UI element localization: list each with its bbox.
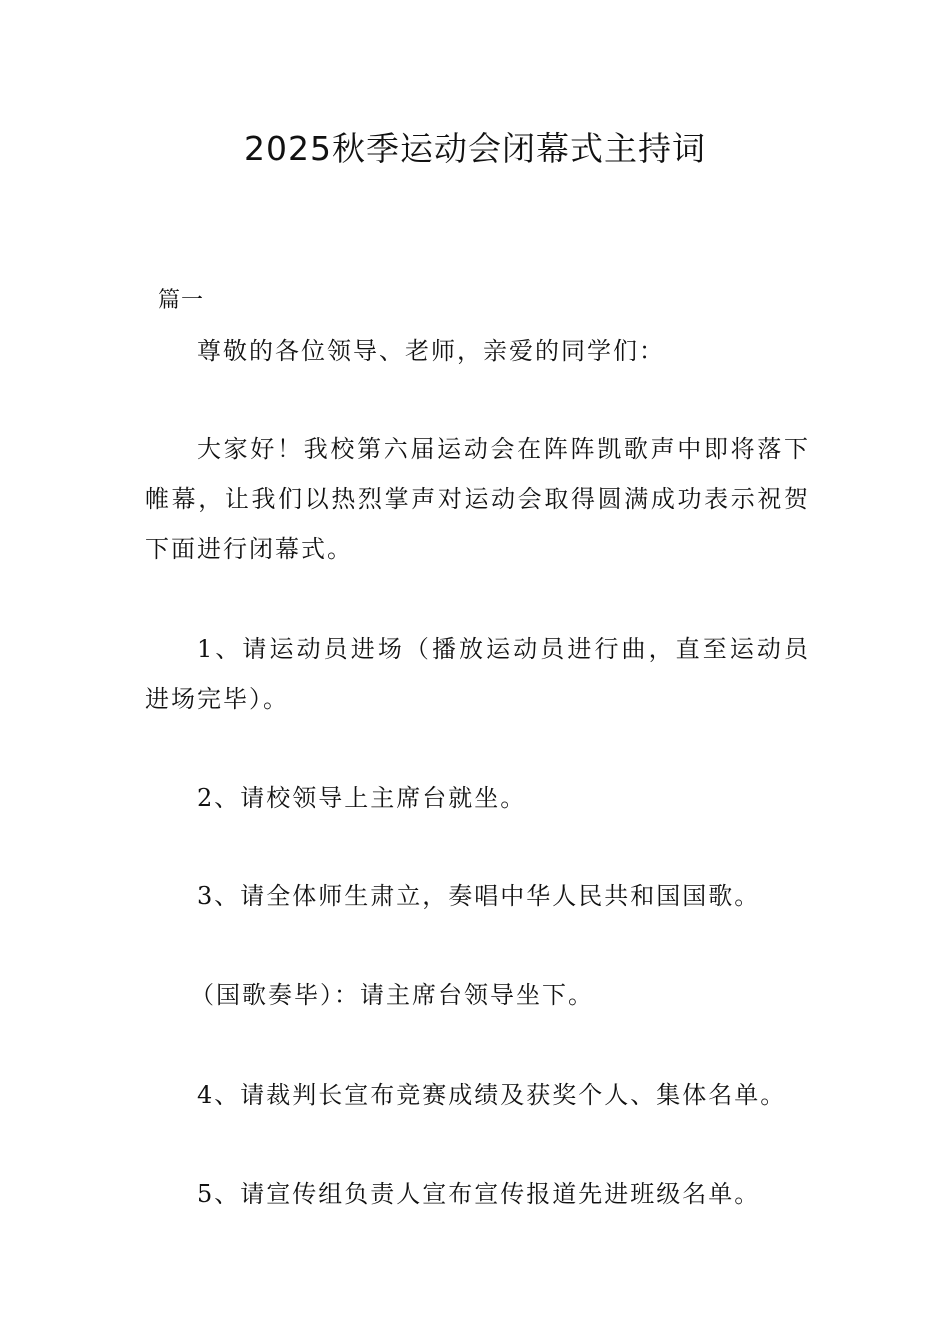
paragraph-anthem-note: （国歌奏毕）：请主席台领导坐下。 xyxy=(190,981,594,1009)
paragraph-opening: 大家好！我校第六届运动会在阵阵凯歌声中即将落下帷幕，让我们以热烈掌声对运动会取得圆满成功表示祝贺下面进行闭幕式。 xyxy=(145,435,810,563)
paragraph-item-2: 2、请校领导上主席台就坐。 xyxy=(197,784,527,812)
paragraph-item-1: 1、请运动员进场（播放运动员进行曲，直至运动员进场完毕）。 xyxy=(145,635,810,713)
document-title: 2025秋季运动会闭幕式主持词 xyxy=(244,129,706,168)
paragraph-item-4: 4、请裁判长宣布竞赛成绩及获奖个人、集体名单。 xyxy=(197,1081,787,1109)
paragraph-salutation: 尊敬的各位领导、老师，亲爱的同学们： xyxy=(197,337,665,365)
paragraph-item-5: 5、请宣传组负责人宣布宣传报道先进班级名单。 xyxy=(197,1180,761,1208)
paragraph-item-3: 3、请全体师生肃立，奏唱中华人民共和国国歌。 xyxy=(197,882,761,910)
section-label: 篇一 xyxy=(158,288,205,313)
